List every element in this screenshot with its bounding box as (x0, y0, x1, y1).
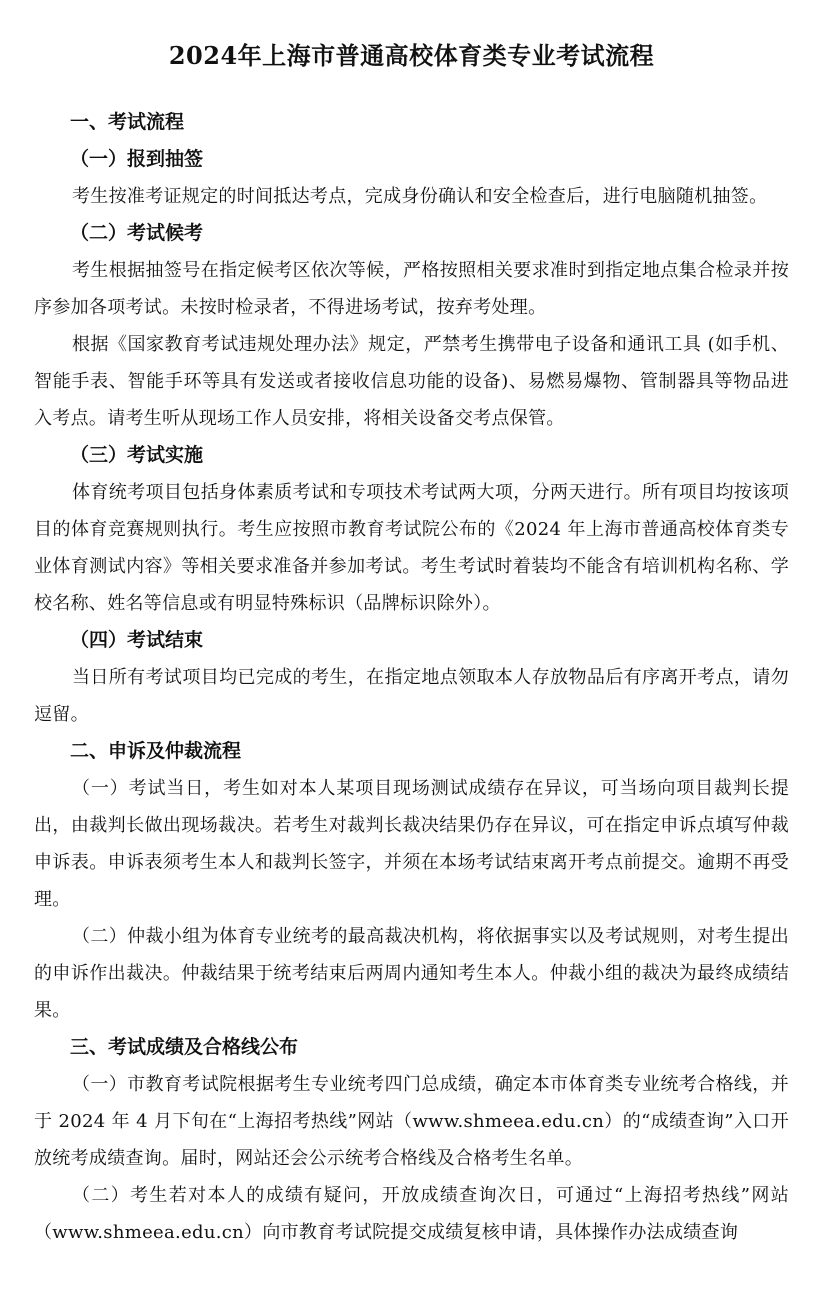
paragraph: 考生按准考证规定的时间抵达考点，完成身份确认和安全检查后，进行电脑随机抽签。 (72, 186, 768, 207)
section-3-heading: 三、考试成绩及合格线公布 (70, 1036, 299, 1058)
paragraph: 考生根据抽签号在指定候考区依次等候，严格按照相关要求准时到指定地点集合检录并按序参加各项考试。未按时检录者，不得进场考试，按弃考处理。 (34, 260, 789, 318)
paragraph: （一）考试当日，考生如对本人某项目现场测试成绩存在异议，可当场向项目裁判长提出，由裁判长做出现场裁决。若考生对裁判长裁决结果仍存在异议，可在指定申诉点填写仲裁申诉表。申诉表须考生本人和裁判长签字，并须在本场考试结束离开考点前提交。逾期不再受理。 (34, 778, 789, 910)
paragraph: 体育统考项目包括身体素质考试和专项技术考试两大项，分两天进行。所有项目均按该项目的体育竞赛规则执行。考生应按照市教育考试院公布的《2024 年上海市普通高校体育类专业体育测试内容》等相关要求准备并参加考试。考生考试时着装均不能含有培训机构名称、学校名称、姓名等信息或有明显特殊标识（品牌标识除外）。 (34, 482, 789, 614)
section-1-heading: 一、考试流程 (70, 111, 185, 133)
paragraph: （二）仲裁小组为体育专业统考的最高裁决机构，将依据事实以及考试规则，对考生提出的申诉作出裁决。仲裁结果于统考结束后两周内通知考生本人。仲裁小组的裁决为最终成绩结果。 (34, 926, 789, 1021)
document-title: 2024年上海市普通高校体育类专业考试流程 (168, 41, 655, 70)
subsection-2-heading: （二）考试候考 (70, 222, 204, 244)
paragraph: （二）考生若对本人的成绩有疑问，开放成绩查询次日，可通过“上海招考热线”网站（www.shmeea.edu.cn）向市教育考试院提交成绩复核申请，具体操作办法成绩查询 (34, 1185, 789, 1243)
paragraph: 根据《国家教育考试违规处理办法》规定，严禁考生携带电子设备和通讯工具 (如手机、智能手表、智能手环等具有发送或者接收信息功能的设备)、易燃易爆物、管制器具等物品进入考点。请考生听从现场工作人员安排，将相关设备交考点保管。 (34, 334, 789, 429)
subsection-4-heading: （四）考试结束 (70, 629, 204, 651)
subsection-1-heading: （一）报到抽签 (70, 148, 204, 170)
section-2-heading: 二、申诉及仲裁流程 (70, 740, 242, 762)
subsection-3-heading: （三）考试实施 (70, 444, 204, 466)
paragraph: （一）市教育考试院根据考生专业统考四门总成绩，确定本市体育类专业统考合格线，并于 2024 年 4 月下旬在“上海招考热线”网站（www.shmeea.edu.cn）的“成绩查询”入口开放统考成绩查询。届时，网站还会公示统考合格线及合格考生名单。 (34, 1074, 789, 1169)
paragraph: 当日所有考试项目均已完成的考生，在指定地点领取本人存放物品后有序离开考点，请勿逗留。 (34, 667, 789, 725)
